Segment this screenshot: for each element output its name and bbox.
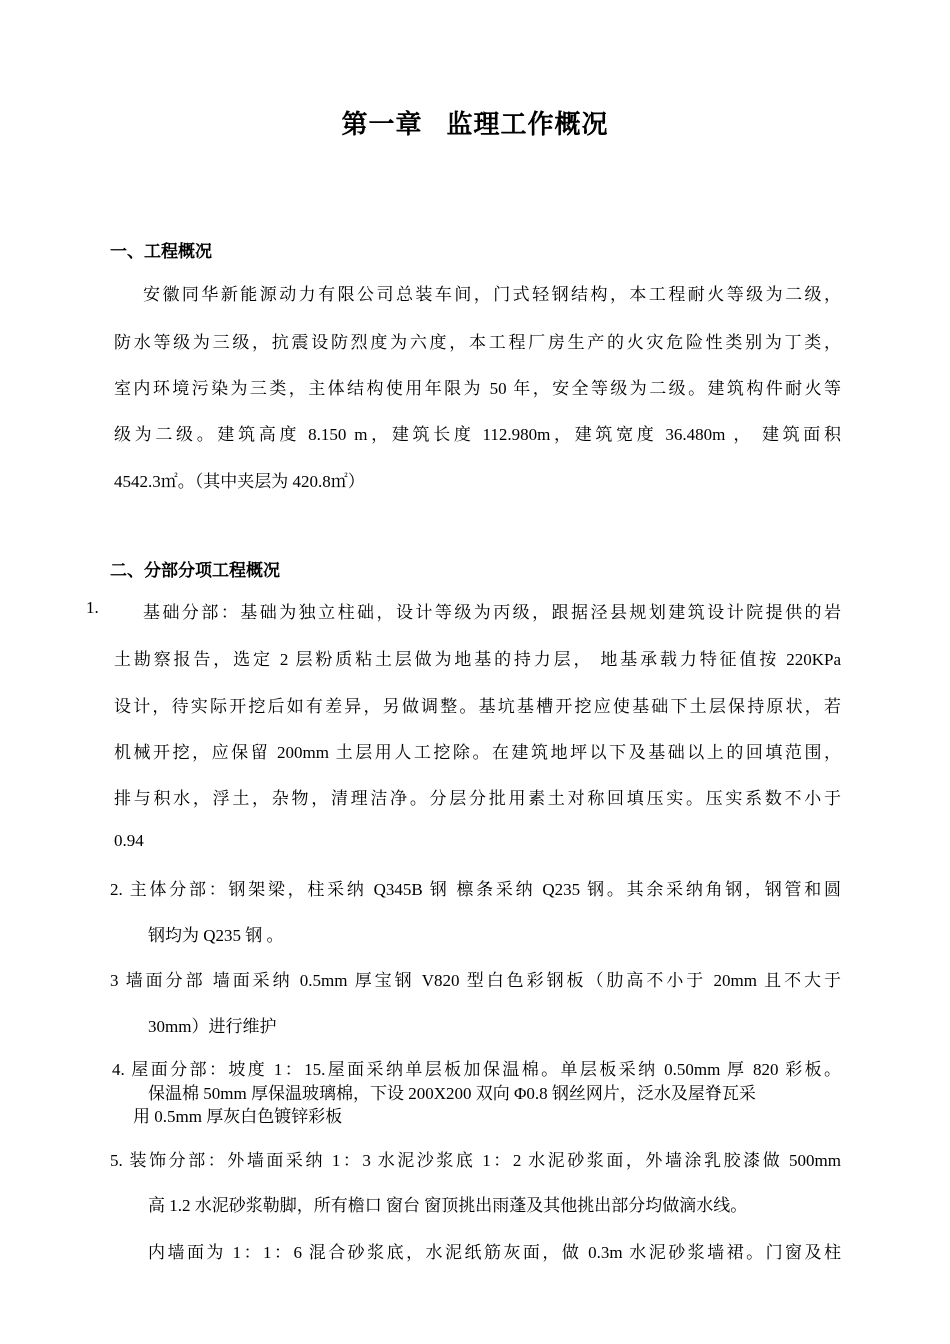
chapter-number: 第一章	[341, 110, 423, 139]
list-item-line: 用 0.5mm 厚灰白色镀锌彩板	[133, 1107, 343, 1126]
list-item-line: 设计，待实际开挖后如有差异，另做调整。基坑基槽开挖应使基础下土层保持原状，若	[114, 697, 841, 716]
list-number: 1.	[86, 598, 99, 617]
paragraph-line: 级为二级。建筑高度 8.150 m，建筑长度 112.980m，建筑宽度 36.480m ， 建筑面积	[114, 425, 841, 444]
list-item-line: 5. 装饰分部：外墙面采纳 1：3 水泥沙浆底 1：2 水泥砂浆面，外墙涂乳胶漆做 500mm	[110, 1151, 841, 1170]
list-item-line: 基础分部：基础为独立柱础，设计等级为丙级，跟据泾县规划建筑设计院提供的岩	[143, 603, 841, 622]
chapter-title	[0, 104, 950, 141]
list-item-line: 保温棉 50mm 厚保温玻璃棉，下设 200X200 双向 Φ0.8 钢丝网片，泛水及屋脊瓦采	[148, 1084, 756, 1103]
list-item-line: 高 1.2 水泥砂浆勒脚，所有檐口 窗台 窗顶挑出雨蓬及其他挑出部分均做滴水线。	[148, 1196, 748, 1215]
list-item-line: 土勘察报告，选定 2 层粉质粘土层做为地基的持力层， 地基承载力特征值按 220KPa	[114, 650, 841, 669]
paragraph-line: 防水等级为三级，抗震设防烈度为六度，本工程厂房生产的火灾危险性类别为丁类，	[114, 333, 841, 352]
paragraph-line: 安徽同华新能源动力有限公司总装车间，门式轻钢结构，本工程耐火等级为二级，	[143, 285, 841, 304]
list-item-line: 内墙面为 1：1：6 混合砂浆底，水泥纸筋灰面，做 0.3m 水泥砂浆墙裙。门窗及柱	[148, 1243, 841, 1262]
list-item-line: 3 墙面分部 墙面采纳 0.5mm 厚宝钢 V820 型白色彩钢板（肋高不小于 20mm 且不大于	[110, 971, 841, 990]
list-item-line: 钢均为 Q235 钢 。	[148, 926, 284, 945]
list-item-line: 2. 主体分部：钢架梁，柱采纳 Q345B 钢 檩条采纳 Q235 钢。其余采纳角钢，钢管和圆	[110, 880, 841, 899]
chapter-name: 监理工作概况	[446, 110, 609, 139]
section-heading-2: 二、分部分项工程概况	[110, 561, 280, 580]
list-item-line: 30mm）进行维护	[148, 1017, 277, 1036]
paragraph-line: 4542.3㎡。（其中夹层为 420.8㎡）	[114, 472, 365, 491]
list-item-line: 排与积水，浮土，杂物，清理洁净。分层分批用素土对称回填压实。压实系数不小于	[114, 789, 841, 808]
list-item-line: 4. 屋面分部：坡度 1：15.屋面采纳单层板加保温棉。单层板采纳 0.50mm 厚 820 彩板。	[112, 1060, 841, 1079]
paragraph-line: 室内环境污染为三类，主体结构使用年限为 50 年，安全等级为二级。建筑构件耐火等	[114, 379, 841, 398]
section-heading-1: 一、工程概况	[110, 242, 212, 261]
list-item-line: 机械开挖，应保留 200mm 土层用人工挖除。在建筑地坪以下及基础以上的回填范围，	[114, 743, 841, 762]
list-item-line: 0.94	[114, 831, 144, 850]
